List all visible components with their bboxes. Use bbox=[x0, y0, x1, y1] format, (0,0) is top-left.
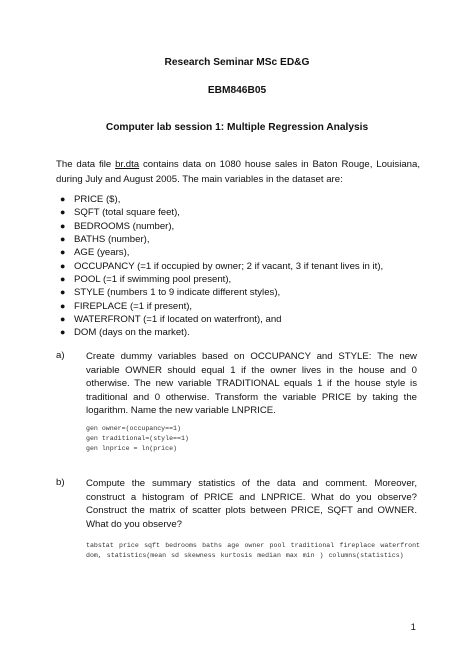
course-title: Research Seminar MSc ED&G bbox=[164, 57, 310, 68]
list-item: ● OCCUPANCY (=1 if occupied by owner; 2 if vacant, 3 if tenant lives in it), bbox=[60, 260, 384, 272]
bullet-icon: ● bbox=[60, 207, 66, 218]
bullet-icon: ● bbox=[60, 314, 66, 325]
bullet-icon: ● bbox=[60, 220, 66, 231]
list-item: ● WATERFRONT (=1 if located on waterfront), and bbox=[60, 314, 282, 326]
variable-list bbox=[56, 193, 426, 340]
bullet-icon: ● bbox=[60, 194, 66, 204]
list-item: ● BEDROOMS (number), bbox=[60, 220, 175, 232]
list-item: ● BATHS (number), bbox=[60, 234, 150, 246]
question-a-code: gen owner=(occupancy==1) gen traditional=(style==1) gen lnprice = ln(price) bbox=[86, 425, 189, 453]
list-item: ● SQFT (total square feet), bbox=[60, 207, 180, 219]
list-item: ● POOL (=1 if swimming pool present), bbox=[60, 274, 232, 286]
page-number: 1 bbox=[410, 622, 416, 633]
bullet-icon: ● bbox=[60, 300, 66, 311]
intro-text-pre: The data file bbox=[56, 159, 116, 170]
intro-text-post: contains data on 1080 house sales in Baton Rouge, Louisiana, during July and August 2005. The main variables in the dataset are: bbox=[56, 159, 420, 185]
question-b-label: b) bbox=[56, 477, 65, 488]
bullet-icon: ● bbox=[60, 234, 66, 245]
list-item: ● PRICE ($), bbox=[60, 194, 121, 205]
session-title: Computer lab session 1: Multiple Regression Analysis bbox=[105, 122, 369, 133]
intro-paragraph bbox=[56, 157, 420, 187]
list-item: ● STYLE (numbers 1 to 9 indicate different styles), bbox=[60, 287, 281, 299]
data-file-name: br.dta bbox=[115, 159, 140, 170]
question-a-text: Create dummy variables based on OCCUPANCY and STYLE: The new variable OWNER should equal 1 if the owner lives in the house and 0 otherwise. The new variable TRADITIONAL equals 1 if the house style is traditional and 0 otherwise. Transform the variable PRICE by taking the logarithm. Name the new variable LNPRICE. bbox=[86, 351, 417, 417]
bullet-icon: ● bbox=[60, 260, 66, 271]
bullet-icon: ● bbox=[60, 287, 66, 298]
bullet-icon: ● bbox=[60, 247, 66, 258]
bullet-icon: ● bbox=[60, 274, 66, 285]
bullet-icon: ● bbox=[60, 327, 66, 338]
list-item: ● DOM (days on the market). bbox=[60, 327, 190, 339]
question-a-label: a) bbox=[56, 350, 65, 361]
question-b-text: Compute the summary statistics of the data and comment. Moreover, construct a histogram of PRICE and LNPRICE. What do you observe? Construct the matrix of scatter plots between PRICE, SQFT and OWNER. What do you observe? bbox=[86, 478, 417, 530]
list-item: ● FIREPLACE (=1 if present), bbox=[60, 300, 193, 312]
course-code: EBM846B05 bbox=[207, 85, 267, 96]
question-b-code: tabstat price sqft bedrooms baths age owner pool traditional fireplace waterfront dom, statistics(mean sd skewness kurtosis median max min ) columns(statistics) bbox=[86, 542, 420, 560]
list-item: ● AGE (years), bbox=[60, 247, 130, 259]
